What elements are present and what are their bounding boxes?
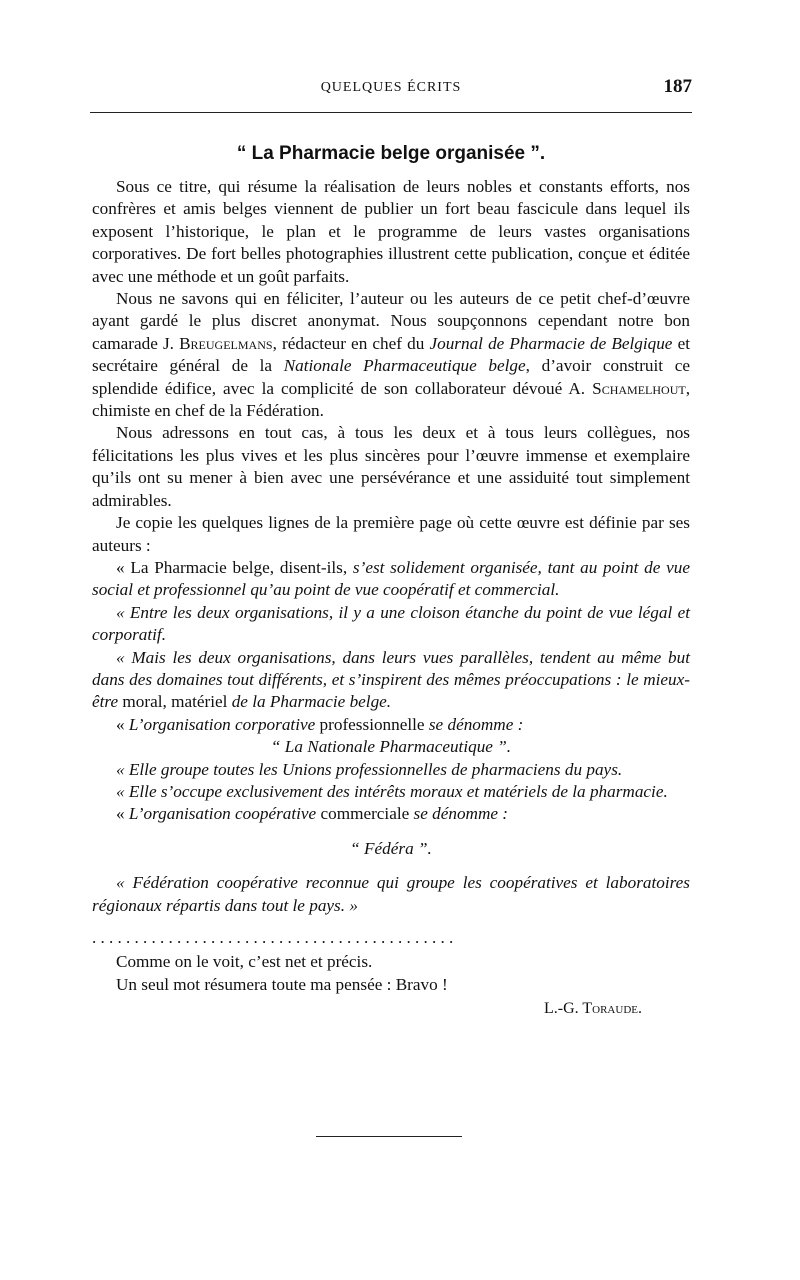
quote-3-text-b: moral, matériel — [118, 692, 232, 712]
paragraph-2-text-c: et secrétaire général de la — [92, 333, 690, 376]
header-rule — [90, 112, 692, 113]
paragraph-2-text-b: , rédacteur en chef du — [272, 333, 430, 353]
running-head — [90, 76, 692, 102]
quote-8 — [92, 872, 690, 917]
quote-4-text-a: « — [116, 714, 129, 734]
quote-7-text-a: « — [116, 804, 129, 824]
quote-4 — [92, 714, 690, 736]
article-title: “ La Pharmacie belge organisée ”. — [236, 143, 546, 164]
quote-3 — [92, 647, 690, 714]
closing-line-1: Comme on le voit, c’est net et précis. — [116, 952, 373, 972]
quote-3-text-a: « Mais les deux organisations, dans leurs vues parallèles, tendent au même but dans des domaines tout différents, et s’inspirent des mêmes préoccupations : le mieux-être — [92, 647, 690, 712]
quote-6-text: « Elle s’occupe exclusivement des intérêts moraux et matériels de la pharmacie. — [116, 781, 668, 801]
signature: L.-G. Toraude. — [544, 1000, 642, 1018]
quote-4-text-b: L’organisation corporative — [128, 714, 316, 734]
quote-7-text-b: L’organisation coopérative — [128, 804, 317, 824]
quote-8-text: « Fédération coopérative reconnue qui groupe les coopératives et laboratoires régionaux répartis dans tout le pays. » — [92, 873, 690, 915]
quote-4-text-d: se dénomme : — [428, 714, 524, 734]
quote-5-text: « Elle groupe toutes les Unions professionnelles de pharmaciens du pays. — [116, 759, 623, 779]
person-name-breugelmans: Breugelmans — [179, 333, 273, 353]
quote-4-text-c: professionnelle — [315, 714, 429, 734]
quote-4-name — [92, 736, 690, 758]
running-title: QUELQUES ÉCRITS — [320, 80, 462, 95]
quote-7-text-d: se dénomme : — [413, 804, 509, 824]
quote-1-text-a: « La Pharmacie belge, disent-ils, — [116, 557, 353, 577]
quote-7-text-c: commerciale — [316, 804, 414, 824]
journal-title: Journal de Pharmacie de Belgique — [429, 333, 673, 353]
quote-2-text: « Entre les deux organisations, il y a une cloison étanche du point de vue légal et corporatif. — [92, 602, 690, 645]
paragraph-4: Je copie les quelques lignes de la première page où cette œuvre est définie par ses auteurs : — [92, 513, 690, 555]
person-name-schamelhout: Schamelhout — [592, 378, 686, 398]
closing-line-2: Un seul mot résumera toute ma pensée : Bravo ! — [116, 974, 448, 994]
ellipsis-dots-line: . . . . . . . . . . . . . . . . . . . . . . . . . . . . . . . . . . . . . . . . . . . — [92, 928, 454, 947]
quote-3-text-c: de la Pharmacie belge. — [231, 692, 392, 712]
quote-7-name — [92, 838, 690, 860]
quote-2 — [92, 602, 690, 647]
nationale-title: Nationale Pharmaceutique belge — [283, 356, 526, 376]
federa-name: “ Fédéra ”. — [350, 838, 432, 858]
quote-1-text-b: s’est solidement organisée, tant au point de vue social et professionnel qu’au point de vue coopératif et commercial. — [92, 557, 690, 600]
paragraph-2-text-a: Nous ne savons qui en féliciter, l’auteur ou les auteurs de ce petit chef-d’œuvre ayant gardé le plus discret anonymat. Nous soupçonnons cependant notre bon camarade J. — [92, 289, 690, 353]
quote-1 — [92, 557, 690, 602]
quote-6 — [92, 781, 690, 803]
paragraph-3: Nous adressons en tout cas, à tous les deux et à tous leurs collègues, nos félicitations les plus vives et les plus sincères pour l’œuvre immense et exemplaire qu’ils ont su mener à bien avec une persévérance et une assiduité tout simplement admirables. — [92, 423, 690, 510]
quote-7 — [92, 803, 690, 825]
page-number: 187 — [663, 76, 692, 97]
footer-rule — [316, 1136, 462, 1137]
paragraph-2-text-e: , chimiste en chef de la Fédération. — [92, 378, 690, 421]
paragraph-2-text-d: , d’avoir construit ce splendide édifice, avec la complicité de son collaborateur dévoué A. — [92, 356, 690, 398]
article-body — [92, 142, 690, 1021]
quote-5 — [92, 759, 690, 781]
nationale-name: “ La Nationale Pharmaceutique ”. — [270, 737, 512, 757]
paragraph-1: Sous ce titre, qui résume la réalisation de leurs nobles et constants efforts, nos confrères et amis belges viennent de publier un fort beau fascicule dans lequel ils exposent l’historique, le plan et le programme de leurs vastes organisations corporatives. De fort belles photographies illustrent cette publication, conçue et éditée avec une méthode et un goût parfaits. — [92, 177, 690, 286]
paragraph-2 — [92, 288, 690, 422]
